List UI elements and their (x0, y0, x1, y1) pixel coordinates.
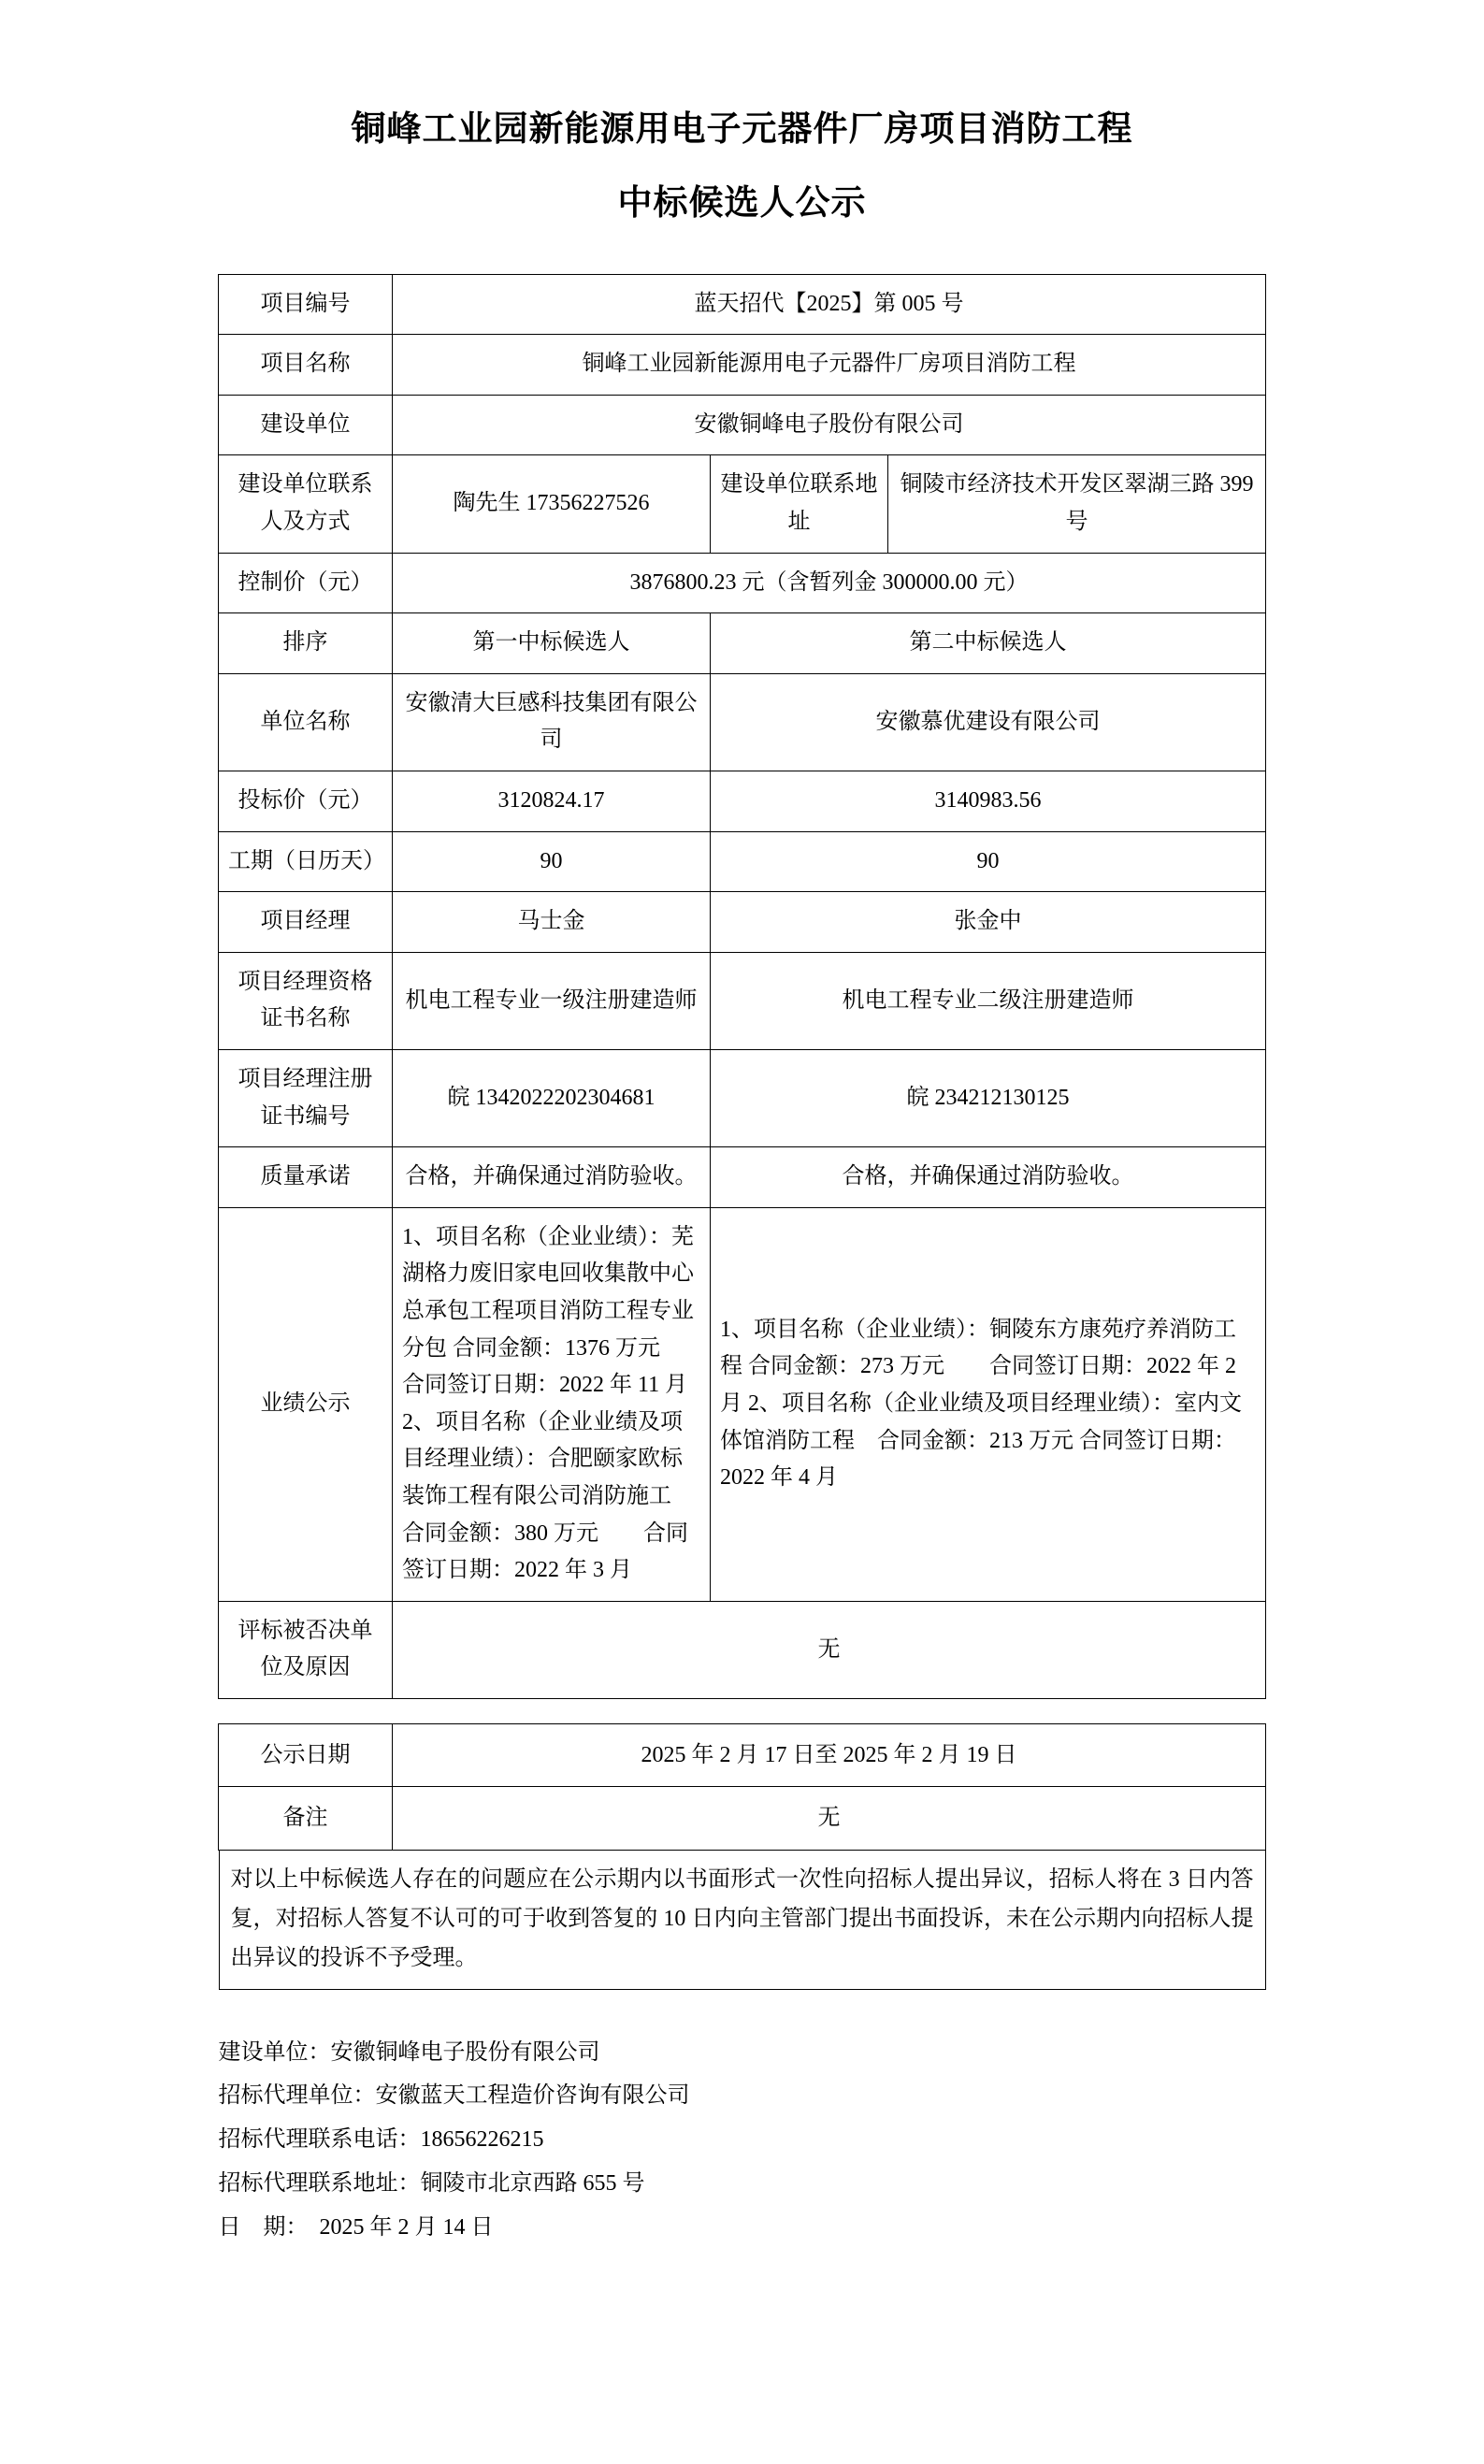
table-row (219, 455, 1266, 553)
address-value: 铜陵市经济技术开发区翠湖三路 399 号 (888, 455, 1266, 553)
manager-label: 项目经理 (219, 892, 393, 953)
project-no-label: 项目编号 (219, 274, 393, 335)
table-row (219, 1787, 1266, 1850)
table-row (219, 673, 1266, 771)
control-price-label: 控制价（元） (219, 553, 393, 613)
performance-label: 业绩公示 (219, 1207, 393, 1601)
bid-price-label: 投标价（元） (219, 771, 393, 832)
date-line: 日 期： 2025 年 2 月 14 日 (218, 2214, 494, 2240)
project-name-label: 项目名称 (219, 335, 393, 396)
table-row (219, 1207, 1266, 1601)
table-row (219, 1147, 1266, 1208)
table-row (219, 831, 1266, 892)
publicity-date-value: 2025 年 2 月 17 日至 2025 年 2 月 19 日 (393, 1723, 1266, 1786)
cert-name-first: 机电工程专业一级注册建造师 (393, 952, 711, 1049)
manager-second: 张金中 (711, 892, 1266, 953)
rejected-label: 评标被否决单位及原因 (219, 1601, 393, 1698)
company-second: 安徽慕优建设有限公司 (711, 673, 1266, 771)
performance-second: 1、项目名称（企业业绩）：铜陵东方康苑疗养消防工程 合同金额：273 万元 合同签订日期：2022 年 2 月 2、项目名称（企业业绩及项目经理业绩）：室内文体馆消防工程 合同金额：213 万元 合同签订日期：2022 年 4 月 (711, 1207, 1266, 1601)
publicity-date-label: 公示日期 (219, 1723, 393, 1786)
remark-label: 备注 (219, 1787, 393, 1850)
rank-second: 第二中标候选人 (711, 613, 1266, 674)
manager-first: 马士金 (393, 892, 711, 953)
cert-no-second: 皖 234212130125 (711, 1050, 1266, 1147)
table-row (219, 892, 1266, 953)
page-title (122, 103, 1362, 231)
table-row (219, 1601, 1266, 1698)
contact-label: 建设单位联系人及方式 (219, 455, 393, 553)
rejected-value: 无 (393, 1601, 1266, 1698)
owner-line: 建设单位：安徽铜峰电子股份有限公司 (218, 2039, 600, 2065)
quality-label: 质量承诺 (219, 1147, 393, 1208)
table-row (219, 952, 1266, 1049)
remark-value: 无 (393, 1787, 1266, 1850)
contact-block (219, 2031, 1266, 2250)
rank-first: 第一中标候选人 (393, 613, 711, 674)
table-row (219, 335, 1266, 396)
table-row (219, 553, 1266, 613)
quality-first: 合格，并确保通过消防验收。 (393, 1147, 711, 1208)
bid-price-second: 3140983.56 (711, 771, 1266, 832)
bid-price-first: 3120824.17 (393, 771, 711, 832)
cert-name-second: 机电工程专业二级注册建造师 (711, 952, 1266, 1049)
objection-note: 对以上中标候选人存在的问题应在公示期内以书面形式一次性向招标人提出异议，招标人将在 3 日内答复，对招标人答复不认可的可于收到答复的 10 日内向主管部门提出书面投诉，未在公示期内向招标人提出异议的投诉不予受理。 (219, 1851, 1266, 1990)
table-row (219, 613, 1266, 674)
candidate-table (218, 274, 1266, 1699)
duration-first: 90 (393, 831, 711, 892)
publicity-table (218, 1723, 1266, 1851)
cert-no-first: 皖 1342022202304681 (393, 1050, 711, 1147)
table-row (219, 395, 1266, 455)
table-row (219, 1723, 1266, 1786)
agency-address-line: 招标代理联系地址：铜陵市北京西路 655 号 (218, 2171, 645, 2197)
table-row (219, 274, 1266, 335)
contact-value: 陶先生 17356227526 (393, 455, 711, 553)
table-row (219, 771, 1266, 832)
project-no-value: 蓝天招代【2025】第 005 号 (393, 274, 1266, 335)
agency-phone-line: 招标代理联系电话：18656226215 (218, 2127, 544, 2153)
table-row (219, 1050, 1266, 1147)
control-price-value: 3876800.23 元（含暂列金 300000.00 元） (393, 553, 1266, 613)
owner-value: 安徽铜峰电子股份有限公司 (393, 395, 1266, 455)
quality-second: 合格，并确保通过消防验收。 (711, 1147, 1266, 1208)
agency-line: 招标代理单位：安徽蓝天工程造价咨询有限公司 (218, 2083, 690, 2109)
company-label: 单位名称 (219, 673, 393, 771)
rank-label: 排序 (219, 613, 393, 674)
company-first: 安徽清大巨感科技集团有限公司 (393, 673, 711, 771)
duration-label: 工期（日历天） (219, 831, 393, 892)
owner-label: 建设单位 (219, 395, 393, 455)
cert-no-label: 项目经理注册证书编号 (219, 1050, 393, 1147)
address-label: 建设单位联系地址 (711, 455, 888, 553)
title-line-2: 中标候选人公示 (617, 184, 867, 223)
cert-name-label: 项目经理资格证书名称 (219, 952, 393, 1049)
duration-second: 90 (711, 831, 1266, 892)
project-name-value: 铜峰工业园新能源用电子元器件厂房项目消防工程 (393, 335, 1266, 396)
performance-first: 1、项目名称（企业业绩）：芜湖格力废旧家电回收集散中心总承包工程项目消防工程专业分包 合同金额：1376 万元 合同签订日期：2022 年 11 月 2、项目名称（企业业绩及项目经理业绩）：合肥颐家欧标装饰工程有限公司消防施工 合同金额：380 万元 合同签订日期：2022 年 3 月 (393, 1207, 711, 1601)
title-line-1: 铜峰工业园新能源用电子元器件厂房项目消防工程 (351, 110, 1133, 149)
